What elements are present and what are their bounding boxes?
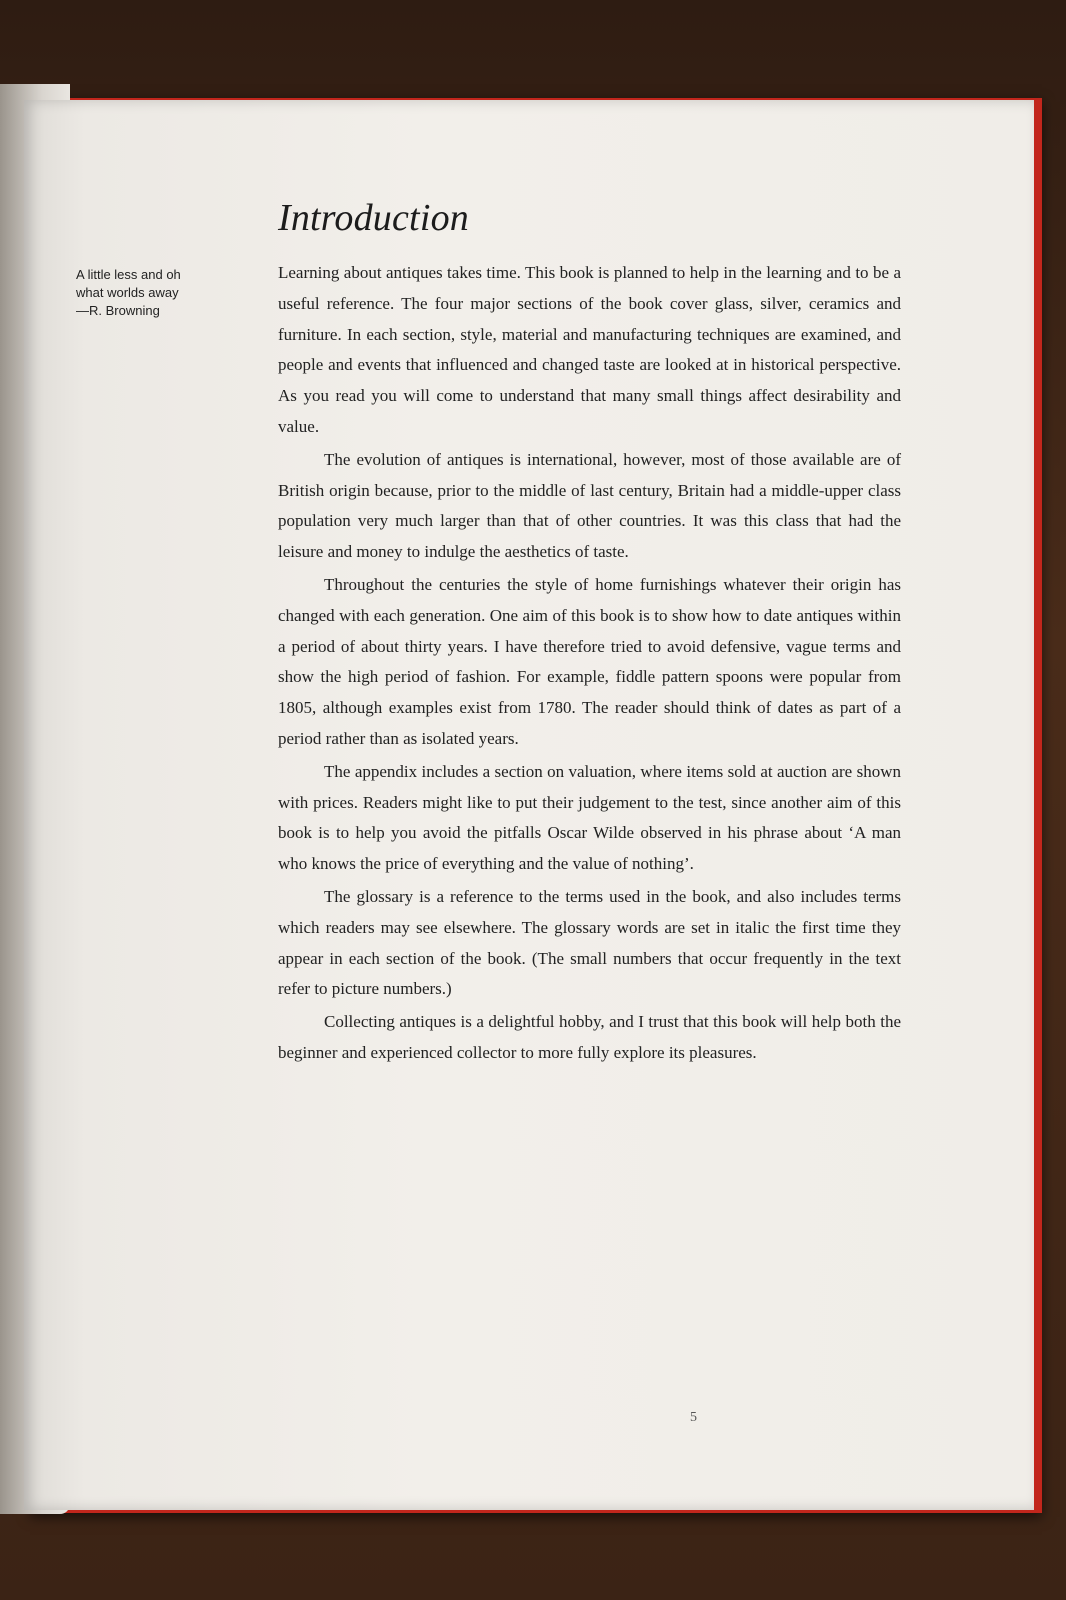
page-number: 5 (690, 1410, 697, 1425)
quote-attribution: —R. Browning (76, 303, 160, 318)
sidebar-quote (76, 266, 246, 320)
body-text (278, 258, 901, 1071)
paragraph-1: Learning about antiques takes time. This book is planned to help in the learning and to be a useful reference. The four major sections of the book cover glass, silver, ceramics and furniture. In each section, style, material and manufacturing techniques are examined, and people and events that influenced and changed taste are looked at in historical perspective. As you read you will come to understand that many small things affect desirability and value. (278, 263, 901, 436)
quote-line-1: A little less and oh (76, 267, 181, 282)
paragraph-6: Collecting antiques is a delightful hobby, and I trust that this book will help both the beginner and experienced collector to more fully explore its pleasures. (278, 1012, 901, 1062)
paragraph-5: The glossary is a reference to the terms used in the book, and also includes terms which readers may see elsewhere. The glossary words are set in italic the first time they appear in each section of the book. (The small numbers that occur frequently in the text refer to picture numbers.) (278, 886, 901, 999)
paragraph-3: Throughout the centuries the style of home furnishings whatever their origin has changed with each generation. One aim of this book is to show how to date antiques within a period of about thirty years. I have therefore tried to avoid defensive, vague terms and show the high period of fashion. For example, fiddle pattern spoons were popular from 1805, although examples exist from 1780. The reader should think of dates as part of a period rather than as isolated years. (278, 574, 901, 748)
paragraph-4: The appendix includes a section on valuation, where items sold at auction are shown with prices. Readers might like to put their judgement to the test, since another aim of this book is to help you avoid the pitfalls Oscar Wilde observed in his phrase about ‘A man who knows the price of everything and the value of nothing’. (278, 761, 901, 874)
page-title: Introduction (278, 197, 469, 239)
quote-line-2: what worlds away (76, 285, 179, 300)
book-page (24, 100, 1034, 1510)
paragraph-2: The evolution of antiques is international, however, most of those available are of British origin because, prior to the middle of last century, Britain had a middle-upper class population very much larger than that of other countries. It was this class that had the leisure and money to indulge the aesthetics of taste. (278, 449, 901, 562)
